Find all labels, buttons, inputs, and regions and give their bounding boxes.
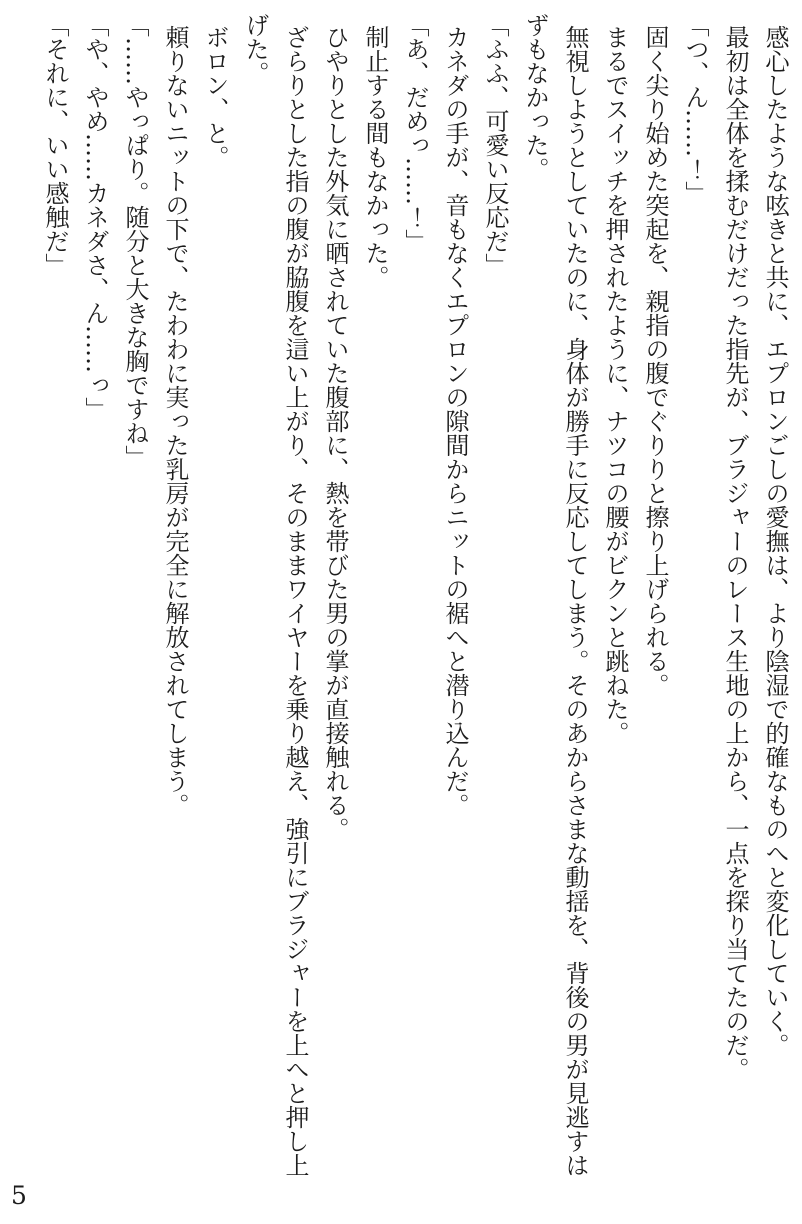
narration-paragraph: まるでスイッチを押されたように、ナツコの腰がビクンと跳ねた。 xyxy=(601,25,629,745)
narration-paragraph: ボロン、と。 xyxy=(201,25,229,169)
narration-paragraph: 最初は全体を揉むだけだった指先が、ブラジャーのレース生地の上から、一点を探り当てたのだ。 xyxy=(721,25,749,1081)
narration-paragraph: カネダの手が、音もなくエプロンの隙間からニットの裾へと潜り込んだ。 xyxy=(441,25,469,817)
dialogue-line: 「それに、いい感触だ」 xyxy=(41,13,69,277)
dialogue-line: 「……やっぱり。随分と大きな胸ですね」 xyxy=(121,13,149,469)
dialogue-line: 「や、やめ……カネダさ、ん……っ」 xyxy=(81,13,109,421)
narration-paragraph: 感心したような呟きと共に、エプロンごしの愛撫は、より陰湿で的確なものへと変化していく。 xyxy=(761,25,789,1057)
narration-paragraph: 頼りないニットの下で、たわわに実った乳房が完全に解放されてしまう。 xyxy=(161,25,189,817)
vertical-text-block xyxy=(35,13,795,1177)
narration-paragraph: 固く尖り始めた突起を、親指の腹でぐりりと擦り上げられる。 xyxy=(641,25,669,697)
narration-paragraph: ざらりとした指の腹が脇腹を這い上がり、そのままワイヤーを乗り越え、強引にブラジャーを上へと押し上げた。 xyxy=(241,13,309,1177)
narration-paragraph: 無視しようとしていたのに、身体が勝手に反応してしまう。そのあからさまな動揺を、背後の男が見逃すはずもなかった。 xyxy=(521,13,589,1177)
narration-paragraph: 制止する間もなかった。 xyxy=(361,25,389,289)
dialogue-line: 「あ、だめっ……！」 xyxy=(401,13,429,253)
narration-paragraph: ひやりとした外気に晒されていた腹部に、熱を帯びた男の掌が直接触れる。 xyxy=(321,25,349,841)
dialogue-line: 「つ、ん……！」 xyxy=(681,13,709,205)
dialogue-line: 「ふふ、可愛い反応だ」 xyxy=(481,13,509,277)
page-number: 5 xyxy=(11,1181,27,1210)
